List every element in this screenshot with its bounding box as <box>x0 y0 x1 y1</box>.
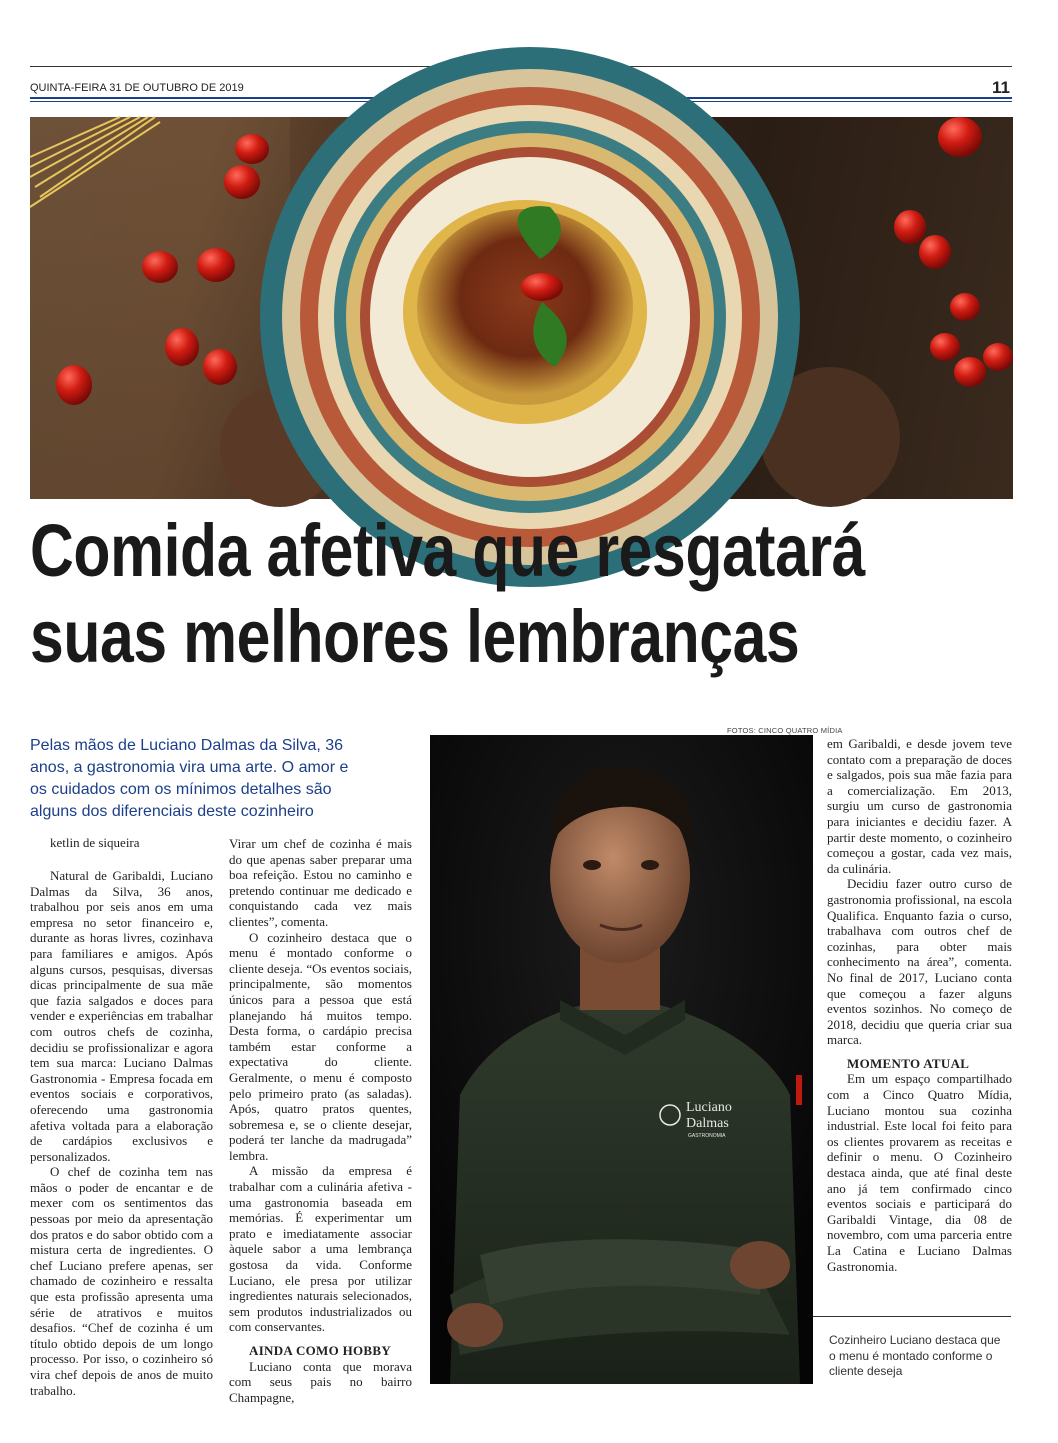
subheading-hobby: AINDA COMO HOBBY <box>249 1343 392 1358</box>
page-number: 11 <box>992 78 1010 97</box>
hero-photo-caption: Massa bolonhesa, feita com ingre-dientes naturais selecionados, sem nenhum produto industrializado <box>908 505 1032 581</box>
article-column-1 <box>30 868 213 1398</box>
article-headline <box>30 508 865 680</box>
headline-line-2: suas melhores lembranças <box>30 595 800 678</box>
column-3-paragraph: em Garibaldi, e desde jovem teve contato com a preparação de doces e salgados, pois sua mãe fazia para a comercialização. Em 2013, surgiu um curso de gastronomia para iniciantes e decidiu fazer. A partir deste momento, o cozinheiro começou a gostar, cada vez mais, da culinária. <box>827 736 1012 876</box>
column-1-paragraph: O chef de cozinha tem nas mãos o poder de encantar e de mexer com os sentimentos das pessoas por meio da apresentação dos pratos e do sabor obtido com a mistura certa de ingredientes. O chef Luciano prefere apenas, ser chamado de cozinheiro e ressalta que esta profissão apresenta uma série de atrativos e muitos desafios. “Chef de cozinha é um título obtido depois de um longo processo. Por isso, o cozinheiro só vira chef depois de anos de muito trabalho. <box>30 1164 213 1398</box>
column-3-paragraph: Em um espaço compartilhado com a Cinco Quatro Mídia, Luciano montou sua cozinha industrial. Este local foi feito para os clientes provarem as receitas e definir o menu. O Cozinheiro destaca ainda, que até final deste ano já tem confirmado cinco eventos sociais e participará do Garibaldi Vintage, dia 08 de novembro, com uma parceria entre La Catina e Luciano Dalmas Gastronomia. <box>827 1071 1012 1274</box>
column-3-paragraph: Decidiu fazer outro curso de gastronomia profissional, na escola Qualifica. Enquanto fazia o curso, trabalhava com outros chef de cozinhas, para obter mais conhecimento na área”, comenta. No final de 2017, Luciano conta que começou a fazer alguns eventos sozinhos. No começo de 2018, decidiu que queria criar sua marca. <box>827 876 1012 1048</box>
headline-line-1: Comida afetiva que resgatará <box>30 509 865 592</box>
column-2-paragraph: A missão da empresa é trabalhar com a culinária afetiva -uma gastronomia baseada em memórias. É experimentar um prato e imediatamente associar àquele sabor a uma lembrança gostosa da vida. Conforme Luciano, ele presa por utilizar ingredientes naturais selecionados, sem produtos industrializados ou com conservantes. <box>229 1163 412 1335</box>
portrait-caption: Cozinheiro Luciano destaca que o menu é montado conforme o cliente deseja <box>829 1333 1001 1378</box>
subheading-current-moment: MOMENTO ATUAL <box>847 1055 970 1071</box>
article-lede: Pelas mãos de Luciano Dalmas da Silva, 36 anos, a gastronomia vira uma arte. O amor e os cuidados com os mínimos detalhes são alguns dos diferenciais deste cozinheiro <box>30 737 349 820</box>
caption-rule <box>813 1316 1011 1317</box>
article-column-3 <box>827 736 1012 1274</box>
issue-date: QUINTA-FEIRA 31 DE OUTUBRO DE 2019 <box>30 82 244 94</box>
logo-text-3: GASTRONOMIA <box>688 1133 726 1139</box>
column-2-paragraph: O cozinheiro destaca que o menu é montado conforme o cliente deseja. “Os eventos sociais, principalmente, são momentos únicos para a pessoa que está planejando há muitos tempo. Desta forma, o cardápio precisa também estar conforme a expectativa do cliente. Geralmente, o menu é composto pelo primeiro prato (as saladas). Após, quatro pratos quentes, sobremesa e, se o cliente desejar, poderá ter lanche da madrugada” lembra. <box>229 929 412 1163</box>
column-2-paragraph: Luciano conta que morava com seus pais no bairro Champagne, <box>229 1358 412 1405</box>
column-1-paragraph: Natural de Garibaldi, Luciano Dalmas da Silva, 36 anos, trabalhou por seis anos em uma empresa no setor financeiro e, durante as horas livres, cozinhava para familiares e amigos. Após alguns cursos, pesquisas, diversas dicas principalmente de sua mãe que fazia salgados e doces para vender e experiências em trabalhar com outros chefs de cozinha, decidiu se profissionalizar e agora tem sua marca: Luciano Dalmas Gastronomia - Empresa focada em eventos sociais e corporativos, oferecendo uma gastronomia afetiva voltada para a elaboração de cardápios exclusivos e personalizados. <box>30 868 213 1164</box>
header-rule-right <box>614 66 1012 67</box>
logo-text-2: Dalmas <box>686 1116 729 1131</box>
column-2-paragraph: Virar um chef de cozinha é mais do que apenas saber preparar uma boa refeição. Estou no caminho e pretendo continuar me dedicado e conquistando cada vez mais clientes”, comenta. <box>229 836 412 929</box>
logo-text-1: Luciano <box>686 1100 732 1115</box>
pasta-plate-illustration <box>30 117 1013 499</box>
chef-portrait-photo <box>430 735 813 1384</box>
chef-portrait-illustration <box>430 735 813 1384</box>
article-column-2 <box>229 836 412 1405</box>
author-byline: ketlin de siqueira <box>50 835 140 850</box>
header-rule-left <box>30 66 440 67</box>
photo-credit: FOTOS: CINCO QUATRO MÍDIA <box>727 726 843 735</box>
